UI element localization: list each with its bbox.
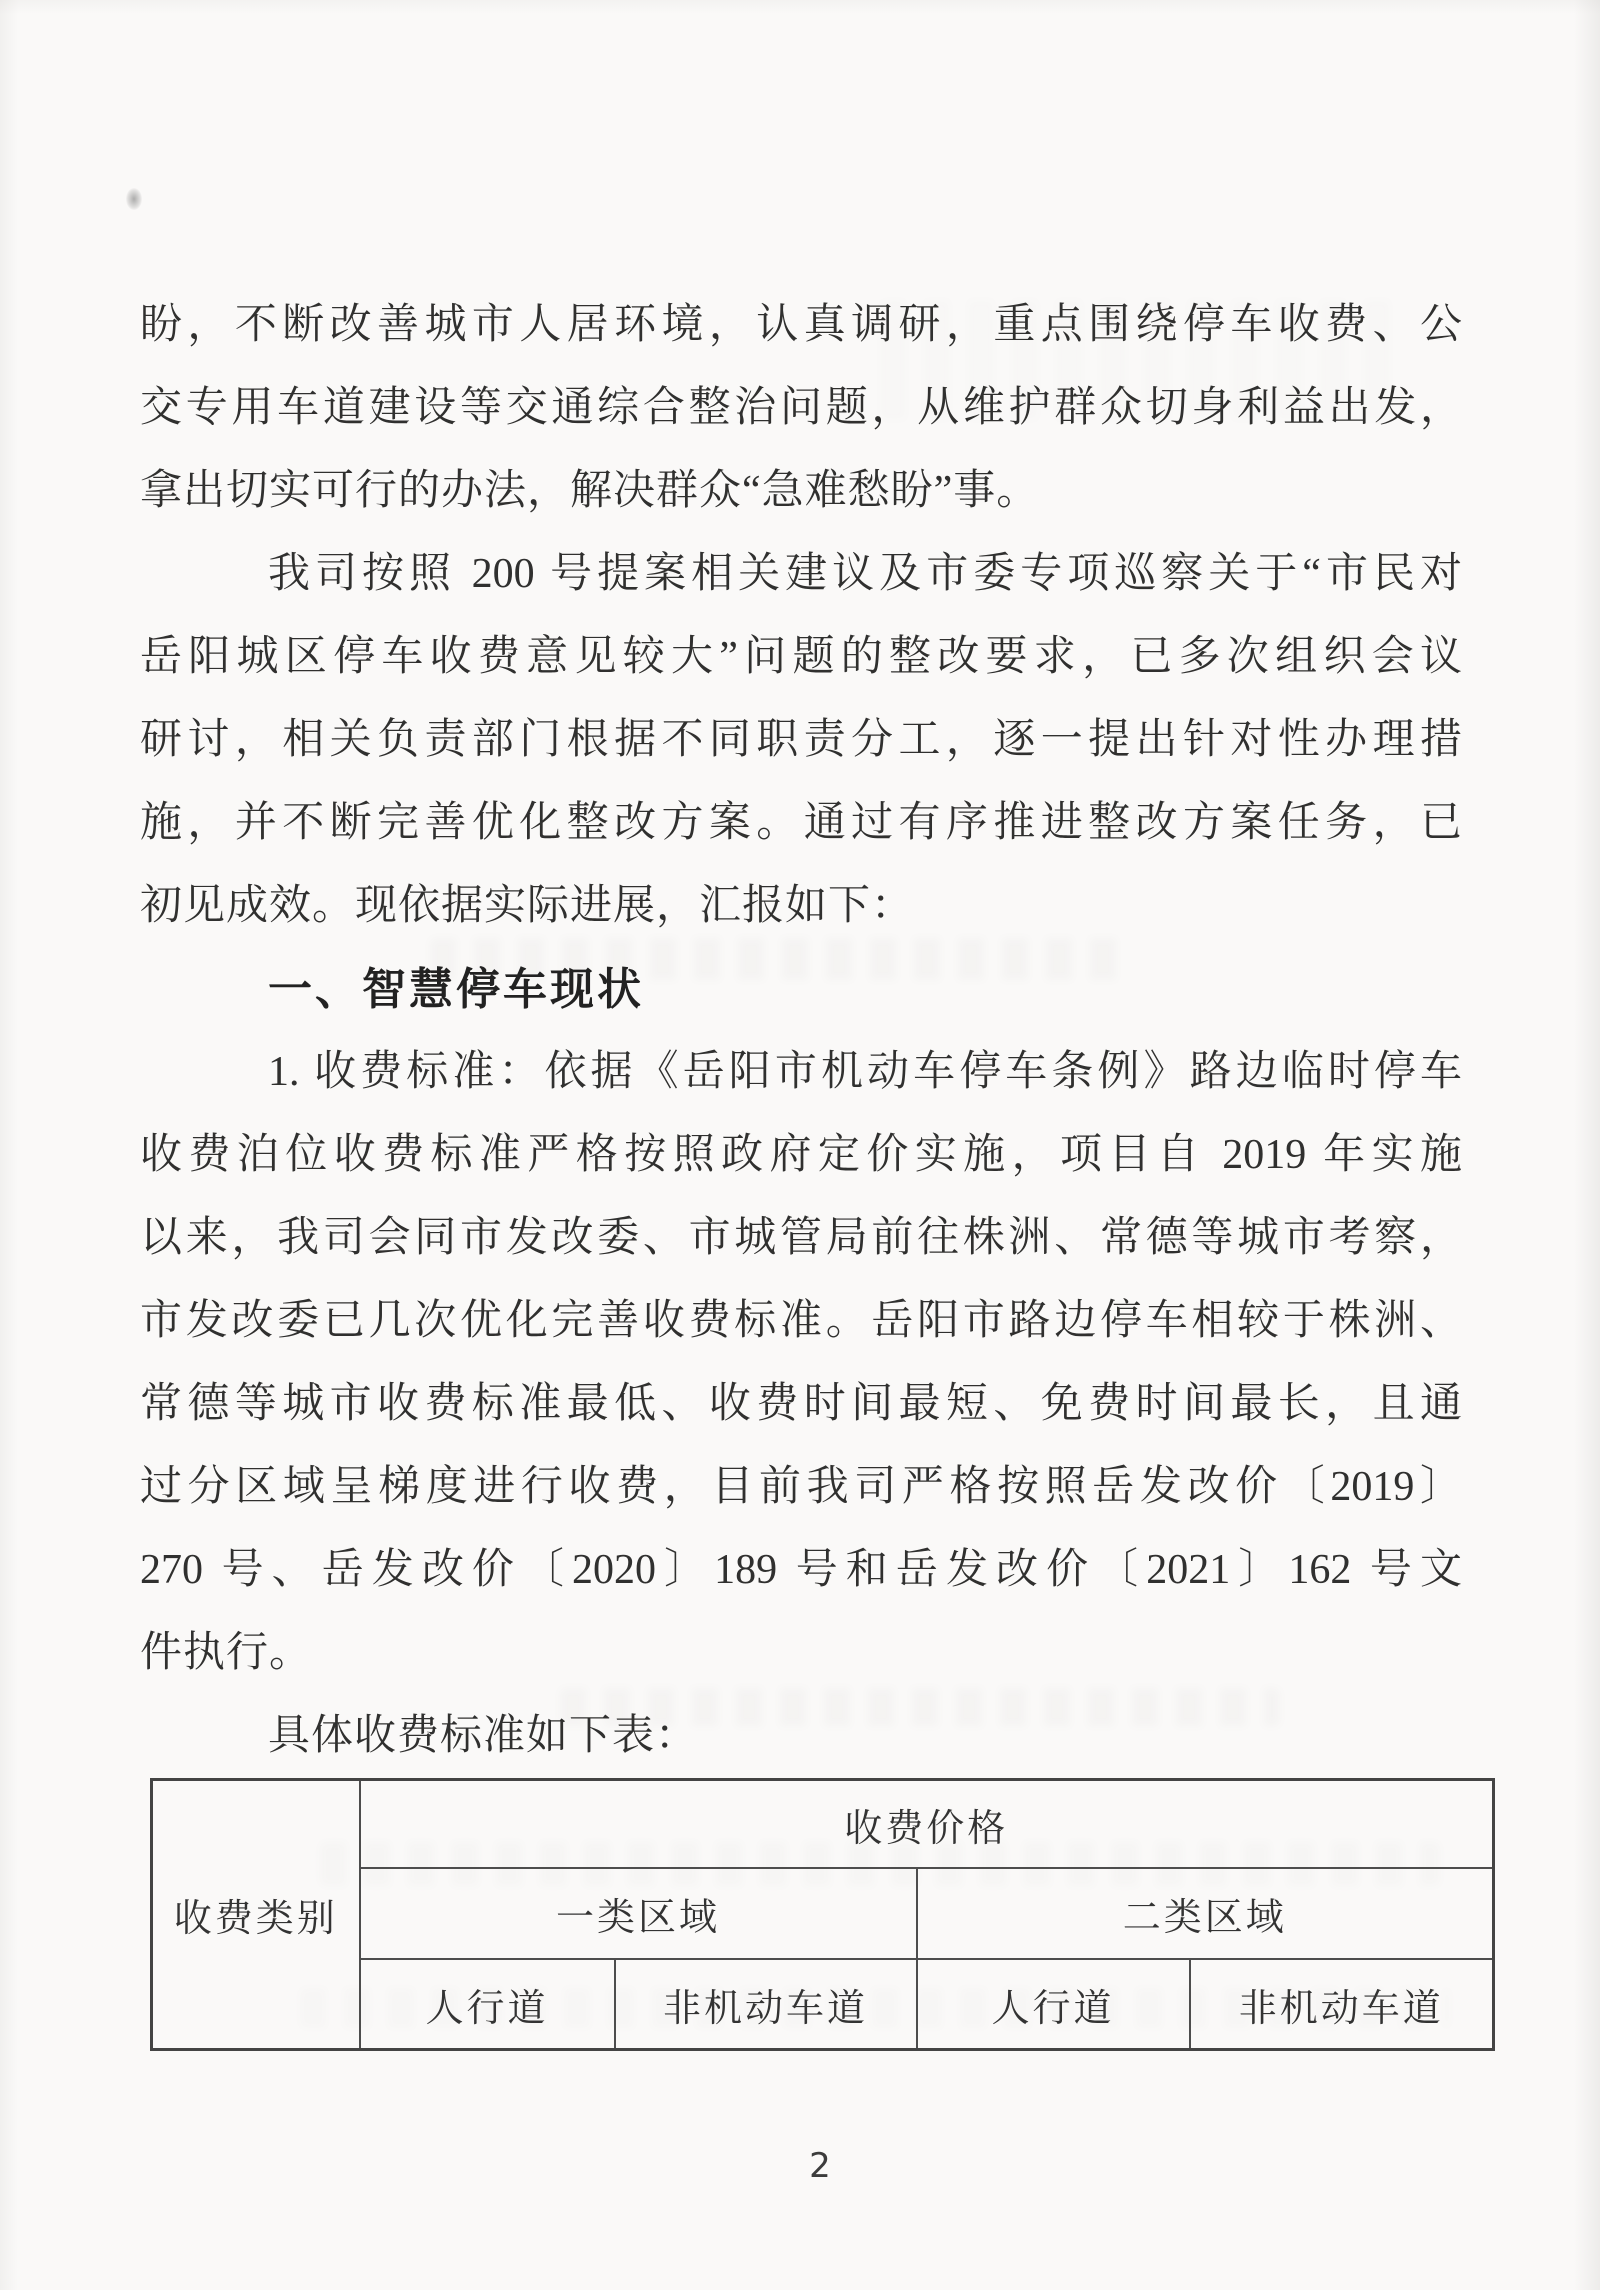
text-line: 交专用车道建设等交通综合整治问题，从维护群众切身利益出发， (140, 385, 1462, 431)
fee-category-header-cell: 收费类别 (152, 1780, 360, 2050)
zone-2-header-cell: 二类区域 (917, 1868, 1494, 1959)
text-line: 我司按照 200 号提案相关建议及市委专项巡察关于“市民对 (268, 551, 1462, 597)
text-line: 拿出切实可行的办法，解决群众“急难愁盼”事。 (140, 468, 1040, 514)
lane-header-cell: 非机动车道 (1190, 1959, 1494, 2050)
lane-header-cell: 人行道 (917, 1959, 1190, 2050)
document-body (140, 284, 1462, 1778)
table-intro-line: 具体收费标准如下表： (268, 1713, 699, 1759)
lane-header-cell: 人行道 (360, 1959, 615, 2050)
fee-price-header-cell: 收费价格 (360, 1780, 1494, 1869)
parking-fee-table (150, 1778, 1495, 2051)
text-line: 岳阳城区停车收费意见较大”问题的整改要求，已多次组织会议 (140, 634, 1462, 680)
text-line: 270 号、岳发改价〔2020〕189 号和岳发改价〔2021〕162 号文 (140, 1547, 1462, 1593)
page-number: 2 (809, 2146, 831, 2186)
text-line: 1. 收费标准：依据《岳阳市机动车停车条例》路边临时停车 (268, 1049, 1462, 1095)
text-line: 收费泊位收费标准严格按照政府定价实施，项目自 2019 年实施 (140, 1132, 1462, 1178)
text-line: 盼，不断改善城市人居环境，认真调研，重点围绕停车收费、公 (140, 302, 1462, 348)
zone-1-header-cell: 一类区域 (360, 1868, 917, 1959)
section-heading: 一、智慧停车现状 (268, 965, 644, 1014)
scan-speck-artifact (126, 188, 142, 210)
text-line: 件执行。 (140, 1630, 313, 1676)
text-line: 常德等城市收费标准最低、收费时间最短、免费时间最长，且通 (140, 1381, 1462, 1427)
text-line: 过分区域呈梯度进行收费，目前我司严格按照岳发改价〔2019〕 (140, 1464, 1462, 1510)
text-line: 初见成效。现依据实际进展，汇报如下： (140, 883, 915, 929)
lane-header-cell: 非机动车道 (615, 1959, 917, 2050)
text-line: 市发改委已几次优化完善收费标准。岳阳市路边停车相较于株洲、 (140, 1298, 1462, 1344)
text-line: 研讨，相关负责部门根据不同职责分工，逐一提出针对性办理措 (140, 717, 1462, 763)
text-line: 施，并不断完善优化整改方案。通过有序推进整改方案任务，已 (140, 800, 1462, 846)
text-line: 以来，我司会同市发改委、市城管局前往株洲、常德等城市考察， (140, 1215, 1462, 1261)
